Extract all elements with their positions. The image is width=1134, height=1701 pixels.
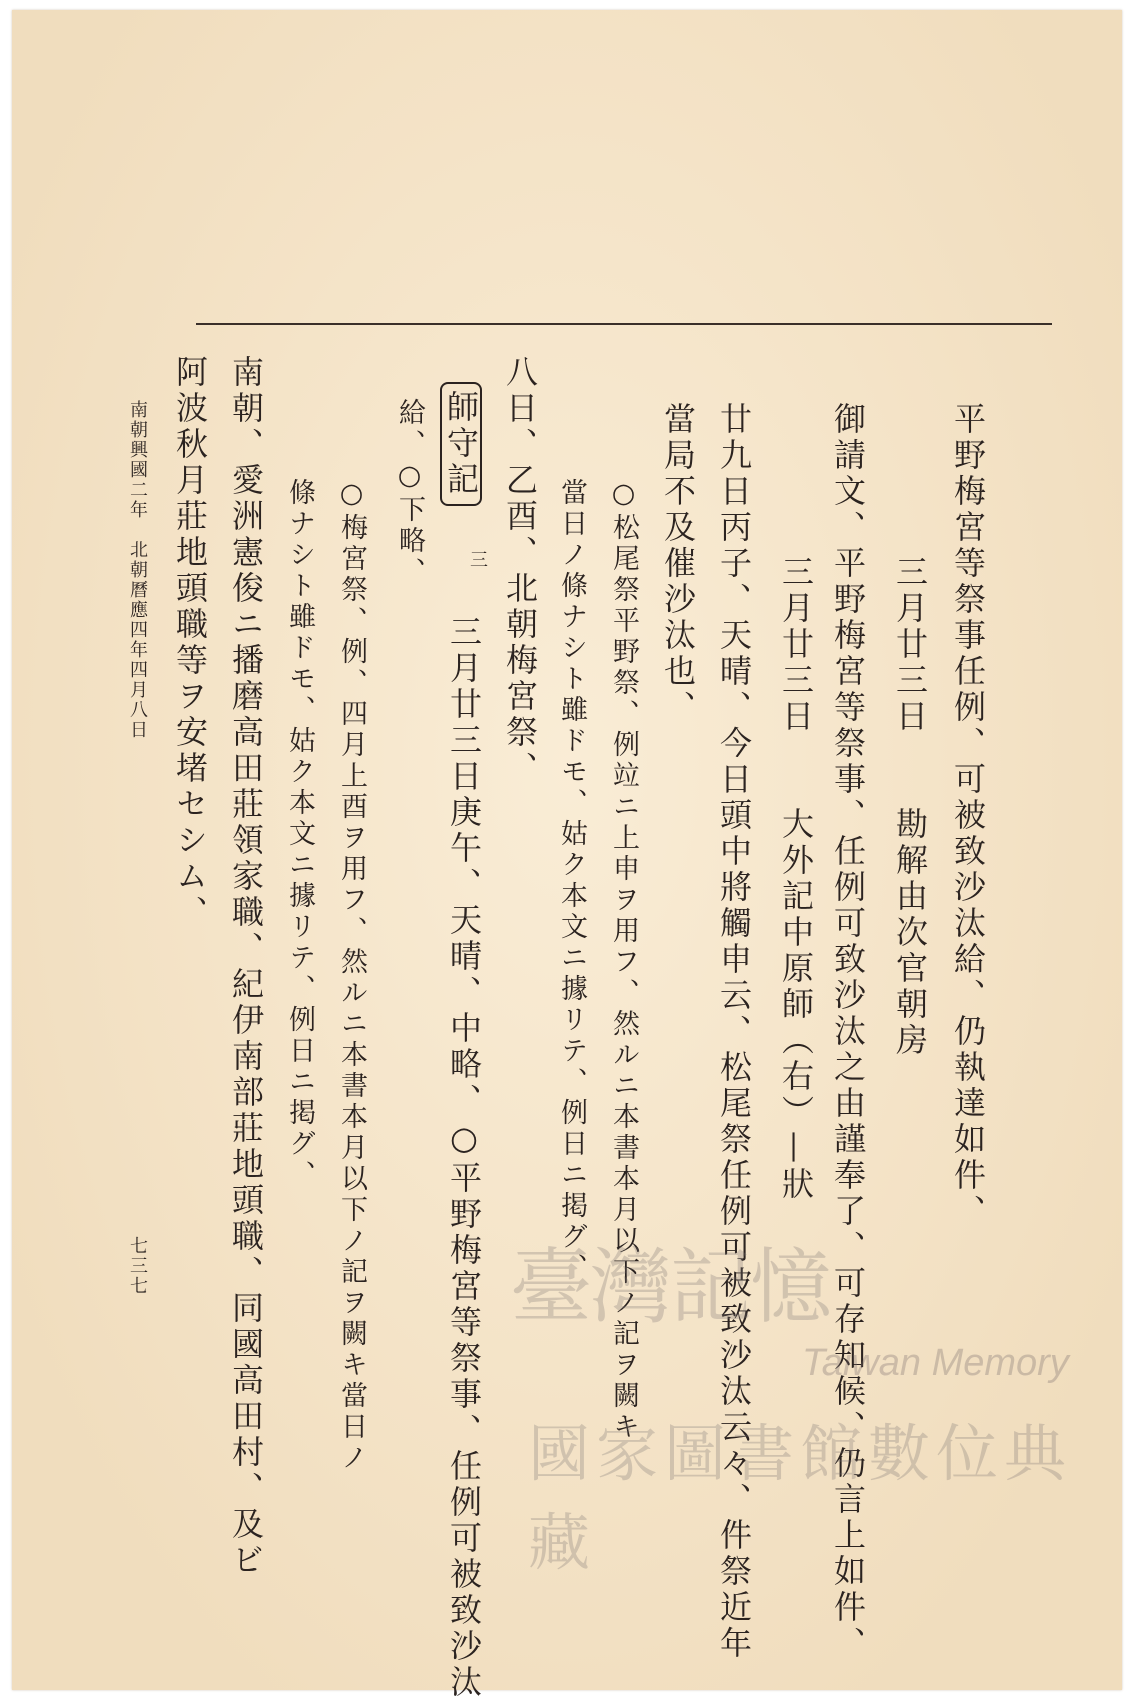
- entry-heading: 八日、乙酉、北朝梅宮祭、: [501, 355, 539, 787]
- text-column-6: 當局不及催沙汰也、: [659, 402, 697, 726]
- page-number: 七三七: [127, 1236, 148, 1296]
- text-column-12: 條ナシト雖ドモ、姑ク本文ニ據リテ、例日ニ掲グ、: [284, 478, 315, 1191]
- text-column-14: 阿波秋月莊地頭職等ヲ安堵セシム、: [171, 355, 209, 931]
- text-column-9: 三月廿三日庚午、天晴、中略、○平野梅宮等祭事、任例可被致沙汰: [445, 615, 483, 1701]
- text-column-4: 三月廿三日 大外記中原師（右）—狀: [777, 555, 815, 1203]
- source-tag: 師守記: [440, 382, 482, 506]
- watermark-institution: 國家圖書館數位典藏: [528, 1417, 1073, 1579]
- text-column-11: ○梅宮祭、例、四月上酉ヲ用フ、然ルニ本書本月以下ノ記ヲ闕キ當日ノ: [336, 478, 367, 1474]
- text-column-3: 御請文、平野梅宮等祭事、任例可致沙汰之由謹奉了、可存知候、仍言上如件、: [829, 402, 867, 1662]
- source-tag-number: 三: [467, 550, 488, 570]
- watermark-english: Taiwan Memory: [802, 1342, 1069, 1384]
- text-column-1: 平野梅宮等祭事任例、可被致沙汰給、仍執達如件、: [949, 402, 987, 1230]
- header-rule: [196, 323, 1052, 325]
- text-column-7: ○松尾祭平野祭、例竝ニ上申ヲ用フ、然ルニ本書本月以下ノ記ヲ闕キ: [608, 478, 639, 1443]
- text-column-8: 當日ノ條ナシト雖ドモ、姑ク本文ニ據リテ、例日ニ掲グ、: [556, 478, 587, 1284]
- margin-date-heading: 南朝興國二年 北朝曆應四年四月八日: [127, 400, 148, 740]
- watermark-logo: 臺灣記憶: [510, 1240, 831, 1335]
- text-column-10: 給、○下略、: [394, 398, 425, 588]
- text-column-5: 廿九日丙子、天晴、今日頭中將觸申云、松尾祭任例可被致沙汰云々、件祭近年: [715, 402, 753, 1662]
- text-column-2: 三月廿三日 勘解由次官朝房: [891, 555, 929, 1059]
- text-column-13: 南朝、愛洲憲俊ニ播磨高田莊領家職、紀伊南部莊地頭職、同國高田村、及ビ: [227, 355, 265, 1579]
- document-page: [12, 10, 1122, 1701]
